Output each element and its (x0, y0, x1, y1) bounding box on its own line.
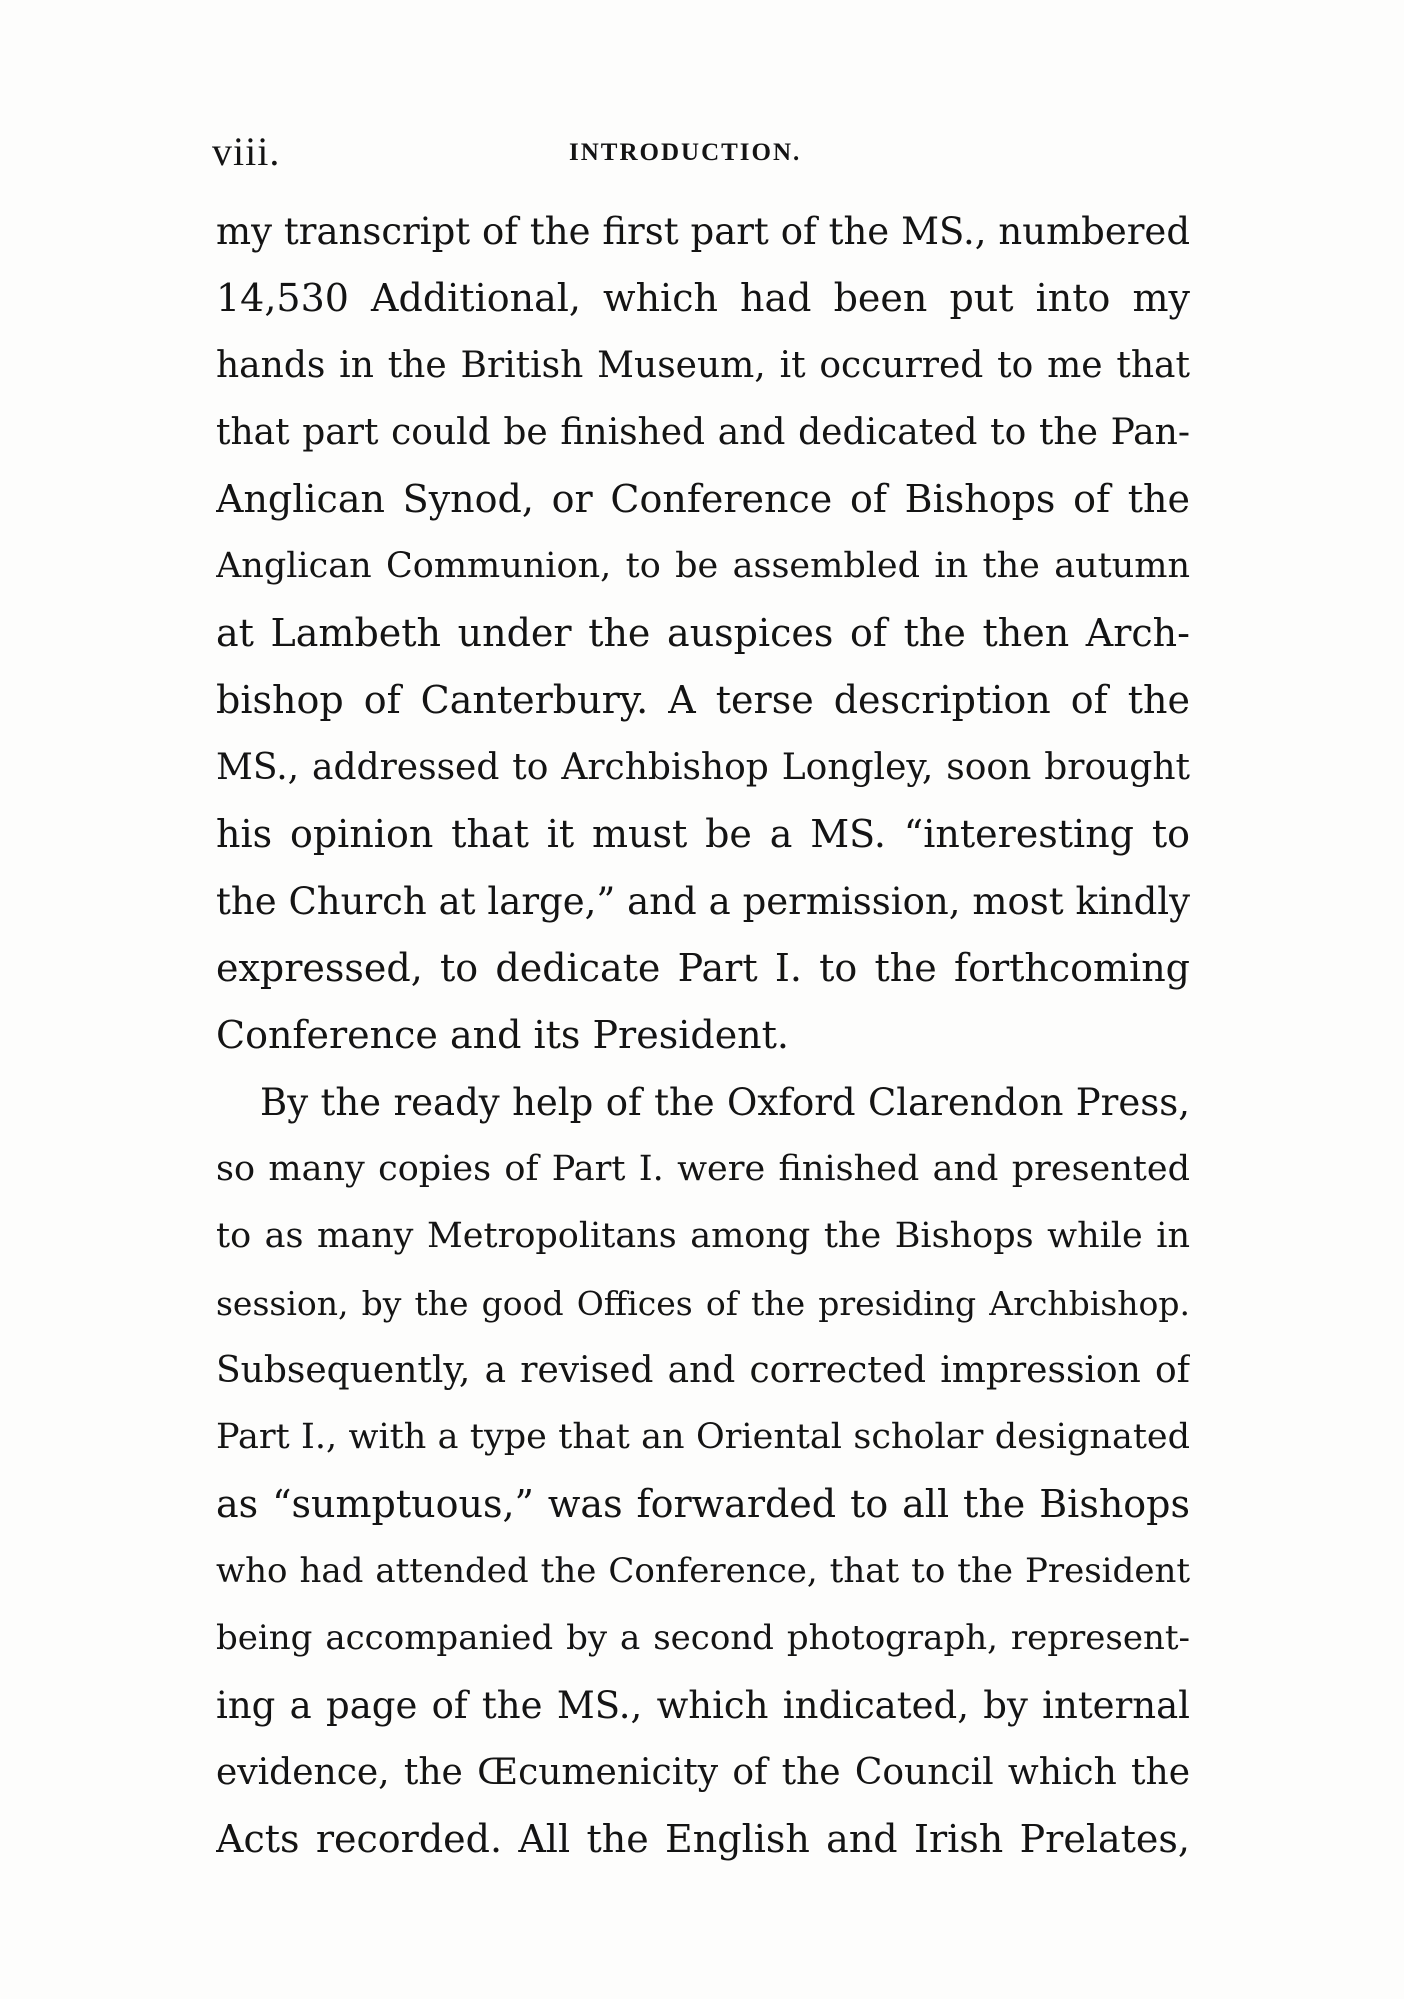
text-line: MS., addressed to Archbishop Longley, soon brought (216, 747, 1190, 788)
text-line: expressed, to dedicate Part I. to the forthcoming (216, 946, 1190, 990)
text-line: who had attended the Conference, that to the President (216, 1551, 1190, 1591)
text-line: hands in the British Museum, it occurred to me that (216, 345, 1190, 386)
text-line: his opinion that it must be a MS. “interesting to (216, 812, 1190, 856)
text-line: being accompanied by a second photograph, represent- (216, 1618, 1190, 1658)
text-line: so many copies of Part I. were finished and presented (216, 1149, 1190, 1189)
text-line: the Church at large,” and a permission, most kindly (216, 880, 1190, 923)
text-line: Conference and its President. (216, 1013, 790, 1057)
text-line: as “sumptuous,” was forwarded to all the Bishops (216, 1482, 1190, 1526)
paragraph-1 (216, 198, 1190, 1069)
text-line: By the ready help of the Oxford Clarendon Press, (260, 1081, 1190, 1124)
text-line: my transcript of the first part of the MS., numbered (216, 210, 1190, 253)
text-line: Subsequently, a revised and corrected impression of (216, 1350, 1190, 1391)
running-head: INTRODUCTION. (569, 139, 802, 166)
page-number: viii. (212, 129, 281, 174)
text-line: to as many Metropolitans among the Bishops while in (216, 1216, 1190, 1256)
text-line: Part I., with a type that an Oriental scholar designated (216, 1417, 1190, 1457)
text-line: session, by the good Offices of the presiding Archbishop. (216, 1284, 1190, 1323)
text-line: at Lambeth under the auspices of the then Arch- (216, 611, 1190, 655)
text-line: that part could be finished and dedicated to the Pan- (216, 412, 1190, 453)
text-line: Anglican Synod, or Conference of Bishops of the (216, 477, 1190, 521)
page-header (212, 128, 1190, 176)
paragraph-2 (216, 1069, 1190, 1873)
text-line: Acts recorded. All the English and Irish Prelates, (216, 1817, 1190, 1861)
body-text (216, 198, 1190, 1873)
text-line: ing a page of the MS., which indicated, by internal (216, 1684, 1190, 1727)
text-line: 14,530 Additional, which had been put into my (216, 276, 1190, 320)
text-line: evidence, the Œcumenicity of the Council which the (216, 1752, 1190, 1793)
text-line: bishop of Canterbury. A terse description of the (216, 678, 1190, 722)
text-line: Anglican Communion, to be assembled in the autumn (216, 546, 1190, 586)
